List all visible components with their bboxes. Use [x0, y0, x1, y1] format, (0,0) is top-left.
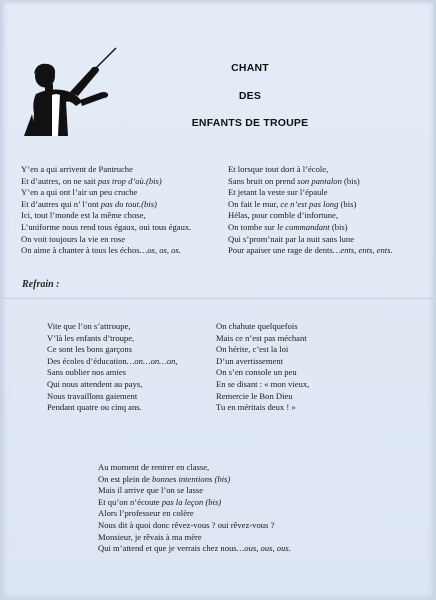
refrain-right — [216, 321, 309, 414]
verse-line: Alors l’professeur en colère — [98, 508, 194, 519]
refrain-label: Refrain : — [22, 279, 60, 290]
title-line-2: DES — [238, 90, 262, 102]
paper-fold — [3, 298, 433, 299]
verse-line: Nous travaillons gaiement — [47, 390, 138, 401]
verse-line: On aime à chanter à tous les échos…os, os, os. — [21, 245, 181, 256]
verse-line: L’uniforme nous rend tous égaux, oui tous égaux. — [21, 221, 192, 232]
verse-line: D’un avertissement — [216, 355, 284, 366]
verse-line: Nous dit à quoi donc rêvez-vous ? oui rêvez-vous ? — [98, 519, 275, 530]
refrain-left — [47, 321, 178, 414]
verse-line: On fait le mur, ce n’est pas long (bis) — [228, 198, 357, 209]
verse-line: Y’en a qui ont l’air un peu cruche — [21, 187, 138, 198]
verse-line: Monsieur, je rêvais à ma mère — [98, 531, 202, 542]
title-line-3: ENFANTS DE TROUPE — [191, 117, 309, 129]
verse-line: Pendant quatre ou cinq ans. — [47, 402, 142, 413]
title-line-1: CHANT — [231, 62, 269, 74]
conductor-silhouette-icon — [18, 44, 118, 136]
verse-line: Au moment de rentrer en classe, — [98, 462, 210, 472]
verse-line: Mais ce n’est pas méchant — [216, 332, 307, 343]
verse-line: Et d’autres qui n’ l’ont pas du tout.(bis) — [21, 198, 157, 209]
verse-line: Et qu’on n’écoute pas la leçon (bis) — [98, 496, 222, 507]
verse-line: Tu en méritais deux ! » — [216, 402, 296, 413]
verse-line: On tombe sur le commandant (bis) — [228, 221, 348, 232]
verse-line: Hélas, pour comble d’infortune, — [228, 210, 339, 221]
verse-line: Qui s’prom’nait par la nuit sans lune — [228, 233, 355, 244]
verse1-right — [228, 164, 393, 257]
verse-line: Ici, tout l’monde est la même chose, — [21, 210, 146, 221]
verse-line: Sans bruit on prend son pantalon (bis) — [228, 175, 360, 186]
verse-line: On hérite, c’est la loi — [216, 344, 289, 355]
verse-line: Mais il arrive que l’on se lasse — [98, 485, 204, 496]
verse3 — [98, 462, 291, 555]
verse-line: Vite que l’on s’attroupe, — [47, 321, 131, 331]
verse-line: On s’en console un peu — [216, 367, 297, 378]
verse-line: On chahute quelquefois — [216, 321, 298, 331]
verse-line: Ce sont les bons garçons — [47, 344, 132, 355]
verse-line: Des écoles d’éducation…on…on…on, — [47, 355, 178, 366]
verse-line: On voit toujours la vie en rose — [21, 233, 126, 244]
verse-line: On est plein de bonnes intentions (bis) — [98, 473, 231, 484]
verse-line: Et jetant la veste sur l’épaule — [228, 187, 328, 198]
verse-line: En se disant : « mon vieux, — [216, 378, 310, 389]
verse-line: V’là les enfants d’troupe, — [47, 332, 135, 343]
verse-line: Y’en a qui arrivent de Pantruche — [21, 164, 133, 174]
verse-line: Et lorsque tout dort à l’école, — [228, 164, 329, 174]
verse-line: Remercie le Bon Dieu — [216, 390, 293, 401]
verse-line: Qui nous attendent au pays, — [47, 378, 143, 389]
verse1-left — [21, 164, 191, 257]
verse-line: Qui m’attend et que je verrais chez nous…ous, ous, ous. — [98, 543, 291, 554]
verse-line: Sans oublier nos amies — [47, 367, 127, 378]
verse-line: Et d’autres, on ne sait pas trop d’où.(bis) — [21, 175, 162, 186]
verse-line: Pour apaiser une rage de dents…ents, ents, ents. — [228, 245, 393, 256]
